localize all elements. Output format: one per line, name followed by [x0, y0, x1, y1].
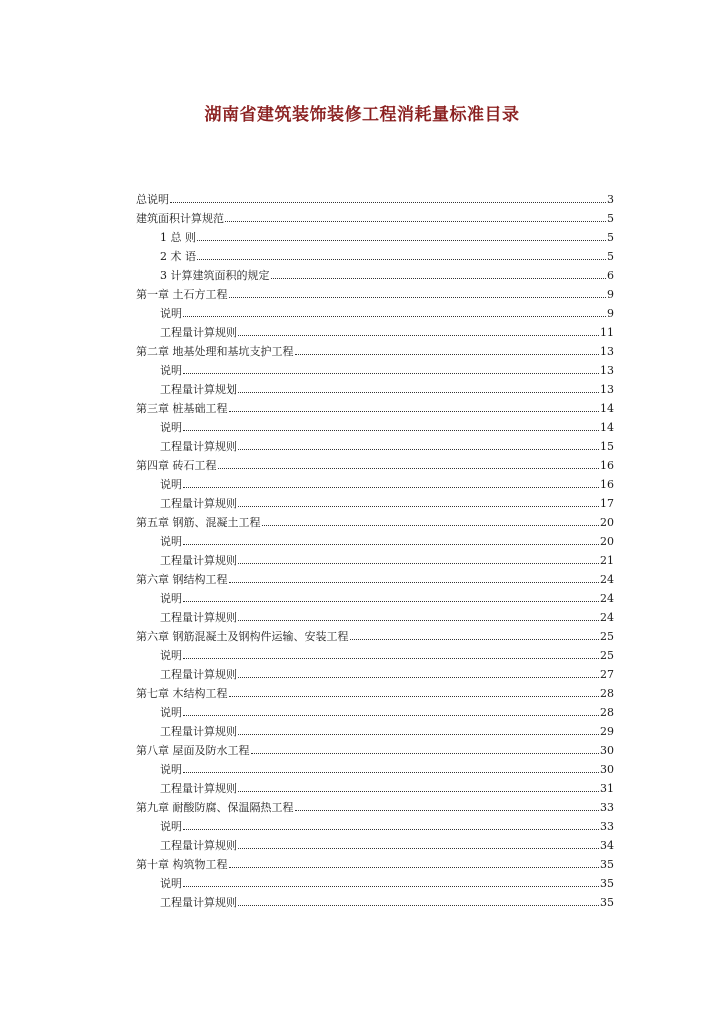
toc-entry-label: 说明 [160, 364, 182, 377]
toc-dot-leader [225, 221, 606, 222]
toc-page-number: 5 [607, 212, 614, 225]
toc-entry-label: 第十章 构筑物工程 [136, 858, 228, 871]
toc-subentry[interactable] [136, 608, 614, 627]
toc-entry-label: 说明 [160, 820, 182, 833]
toc-entry-label: 1 总 则 [160, 231, 196, 244]
toc-page-number: 33 [600, 820, 614, 833]
toc-page-number: 35 [600, 877, 614, 890]
toc-entry-label: 说明 [160, 877, 182, 890]
toc-dot-leader [350, 639, 600, 640]
toc-dot-leader [183, 430, 599, 431]
toc-subentry[interactable] [136, 817, 614, 836]
toc-subentry[interactable] [136, 228, 614, 247]
toc-entry-label: 工程量计算规则 [160, 611, 237, 624]
toc-entry[interactable] [136, 798, 614, 817]
toc-entry-label: 工程量计算规则 [160, 497, 237, 510]
toc-entry-label: 第六章 钢结构工程 [136, 573, 228, 586]
toc-entry[interactable] [136, 285, 614, 304]
toc-subentry[interactable] [136, 247, 614, 266]
toc-entry-label: 工程量计算规则 [160, 668, 237, 681]
toc-dot-leader [238, 848, 599, 849]
toc-entry-label: 工程量计算规则 [160, 782, 237, 795]
toc-entry[interactable] [136, 342, 614, 361]
toc-entry-label: 第一章 土石方工程 [136, 288, 228, 301]
toc-entry[interactable] [136, 399, 614, 418]
toc-page-number: 13 [600, 345, 614, 358]
toc-dot-leader [295, 810, 600, 811]
toc-entry[interactable] [136, 570, 614, 589]
toc-dot-leader [238, 449, 599, 450]
toc-subentry[interactable] [136, 475, 614, 494]
toc-entry-label: 工程量计算规则 [160, 326, 237, 339]
toc-page-number: 29 [600, 725, 614, 738]
toc-entry-label: 第六章 钢筋混凝土及钢构件运输、安装工程 [136, 630, 349, 643]
toc-subentry[interactable] [136, 874, 614, 893]
toc-dot-leader [183, 373, 599, 374]
toc-entry-label: 建筑面积计算规范 [136, 212, 224, 225]
toc-page-number: 14 [600, 421, 614, 434]
toc-page-number: 20 [600, 535, 614, 548]
toc-dot-leader [238, 620, 599, 621]
toc-subentry[interactable] [136, 589, 614, 608]
toc-dot-leader [271, 278, 607, 279]
toc-entry[interactable] [136, 855, 614, 874]
toc-entry-label: 工程量计算规划 [160, 383, 237, 396]
toc-page-number: 24 [600, 573, 614, 586]
toc-entry[interactable] [136, 209, 614, 228]
toc-subentry[interactable] [136, 703, 614, 722]
toc-entry-label: 说明 [160, 535, 182, 548]
toc-subentry[interactable] [136, 361, 614, 380]
toc-dot-leader [238, 392, 599, 393]
toc-dot-leader [238, 335, 599, 336]
toc-subentry[interactable] [136, 665, 614, 684]
toc-page-number: 17 [600, 497, 614, 510]
toc-entry-label: 总说明 [136, 193, 169, 206]
toc-page-number: 5 [607, 250, 614, 263]
toc-dot-leader [183, 316, 606, 317]
toc-entry-label: 第二章 地基处理和基坑支护工程 [136, 345, 294, 358]
toc-page-number: 20 [600, 516, 614, 529]
toc-entry[interactable] [136, 741, 614, 760]
toc-page-number: 3 [607, 193, 614, 206]
toc-page-number: 14 [600, 402, 614, 415]
table-of-contents [136, 190, 614, 912]
toc-dot-leader [229, 582, 600, 583]
toc-subentry[interactable] [136, 437, 614, 456]
toc-entry-label: 说明 [160, 421, 182, 434]
toc-dot-leader [218, 468, 600, 469]
toc-entry-label: 说明 [160, 307, 182, 320]
toc-dot-leader [183, 715, 599, 716]
toc-entry[interactable] [136, 627, 614, 646]
toc-subentry[interactable] [136, 380, 614, 399]
toc-subentry[interactable] [136, 494, 614, 513]
toc-dot-leader [183, 658, 599, 659]
toc-entry-label: 说明 [160, 478, 182, 491]
toc-page-number: 30 [600, 744, 614, 757]
toc-dot-leader [197, 240, 606, 241]
toc-entry-label: 说明 [160, 592, 182, 605]
toc-dot-leader [238, 734, 599, 735]
toc-page-number: 6 [607, 269, 614, 282]
toc-page-number: 9 [607, 307, 614, 320]
toc-dot-leader [183, 601, 599, 602]
toc-dot-leader [183, 772, 599, 773]
toc-page-number: 30 [600, 763, 614, 776]
toc-entry-label: 工程量计算规则 [160, 725, 237, 738]
toc-subentry[interactable] [136, 646, 614, 665]
toc-entry-label: 第八章 屋面及防水工程 [136, 744, 250, 757]
toc-dot-leader [251, 753, 600, 754]
toc-page-number: 34 [600, 839, 614, 852]
toc-entry-label: 工程量计算规则 [160, 896, 237, 909]
toc-entry-label: 工程量计算规则 [160, 440, 237, 453]
toc-dot-leader [183, 829, 599, 830]
toc-dot-leader [238, 506, 599, 507]
toc-page-number: 13 [600, 383, 614, 396]
toc-dot-leader [262, 525, 600, 526]
toc-page-number: 13 [600, 364, 614, 377]
toc-entry-label: 说明 [160, 763, 182, 776]
toc-dot-leader [229, 696, 600, 697]
toc-page-number: 27 [600, 668, 614, 681]
toc-dot-leader [238, 791, 599, 792]
toc-page-number: 16 [600, 459, 614, 472]
toc-entry-label: 工程量计算规则 [160, 839, 237, 852]
toc-page-number: 24 [600, 611, 614, 624]
toc-page-number: 11 [600, 326, 614, 339]
toc-entry[interactable] [136, 190, 614, 209]
toc-dot-leader [183, 544, 599, 545]
toc-page-number: 35 [600, 858, 614, 871]
toc-page-number: 33 [600, 801, 614, 814]
toc-page-number: 28 [600, 706, 614, 719]
toc-page-number: 25 [600, 630, 614, 643]
toc-page-number: 24 [600, 592, 614, 605]
toc-dot-leader [183, 487, 599, 488]
toc-page-number: 9 [607, 288, 614, 301]
toc-entry-label: 第七章 木结构工程 [136, 687, 228, 700]
toc-page-number: 16 [600, 478, 614, 491]
toc-page-number: 31 [600, 782, 614, 795]
toc-subentry[interactable] [136, 532, 614, 551]
toc-entry-label: 第三章 桩基础工程 [136, 402, 228, 415]
toc-subentry[interactable] [136, 266, 614, 285]
toc-page-number: 35 [600, 896, 614, 909]
toc-entry-label: 第五章 钢筋、混凝土工程 [136, 516, 261, 529]
toc-subentry[interactable] [136, 760, 614, 779]
toc-page-number: 28 [600, 687, 614, 700]
toc-entry-label: 第九章 耐酸防腐、保温隔热工程 [136, 801, 294, 814]
toc-entry-label: 说明 [160, 706, 182, 719]
toc-dot-leader [229, 411, 600, 412]
toc-page-number: 15 [600, 440, 614, 453]
toc-dot-leader [197, 259, 606, 260]
toc-page-number: 21 [600, 554, 614, 567]
toc-dot-leader [238, 905, 599, 906]
toc-subentry[interactable] [136, 323, 614, 342]
toc-entry[interactable] [136, 456, 614, 475]
toc-subentry[interactable] [136, 722, 614, 741]
toc-entry-label: 3 计算建筑面积的规定 [160, 269, 270, 282]
toc-entry-label: 说明 [160, 649, 182, 662]
toc-entry-label: 第四章 砖石工程 [136, 459, 217, 472]
toc-subentry[interactable] [136, 836, 614, 855]
toc-subentry[interactable] [136, 418, 614, 437]
toc-page-number: 25 [600, 649, 614, 662]
toc-dot-leader [183, 886, 599, 887]
toc-subentry[interactable] [136, 893, 614, 912]
toc-dot-leader [229, 297, 607, 298]
toc-entry[interactable] [136, 513, 614, 532]
toc-subentry[interactable] [136, 551, 614, 570]
toc-subentry[interactable] [136, 304, 614, 323]
toc-page-number: 5 [607, 231, 614, 244]
toc-dot-leader [295, 354, 600, 355]
toc-dot-leader [238, 677, 599, 678]
toc-dot-leader [170, 202, 606, 203]
document-title: 湖南省建筑装饰装修工程消耗量标准目录 [204, 105, 520, 125]
toc-entry-label: 2 术 语 [160, 250, 196, 263]
toc-dot-leader [238, 563, 599, 564]
toc-dot-leader [229, 867, 600, 868]
toc-entry[interactable] [136, 684, 614, 703]
toc-subentry[interactable] [136, 779, 614, 798]
toc-entry-label: 工程量计算规则 [160, 554, 237, 567]
